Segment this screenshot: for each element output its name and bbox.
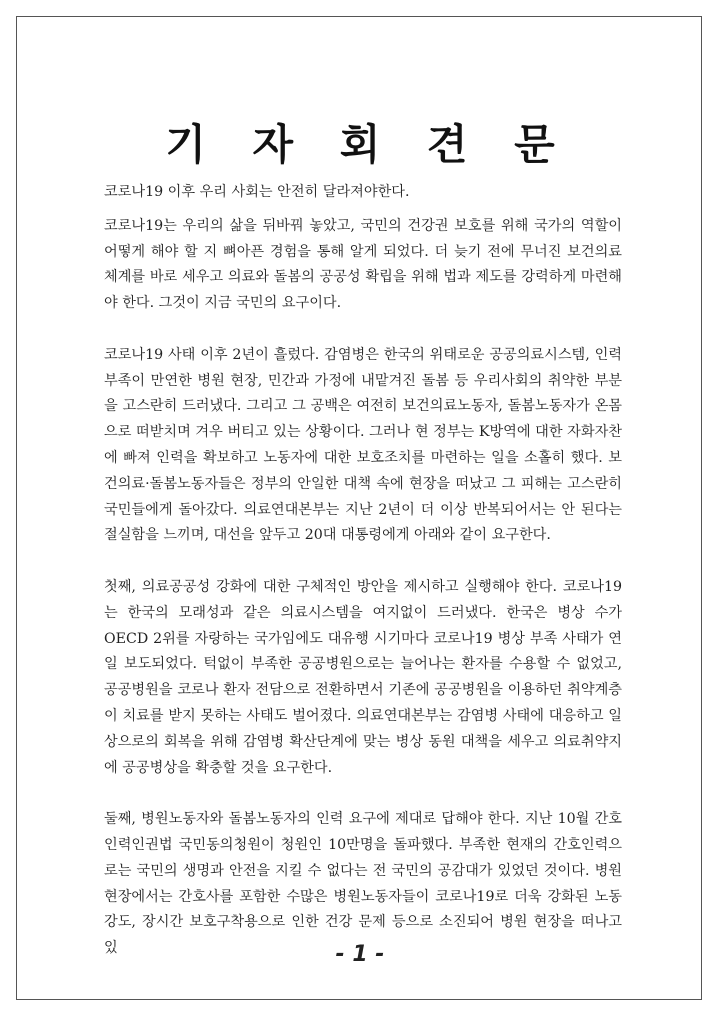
paragraph-2: 코로나19 사태 이후 2년이 흘렀다. 감염병은 한국의 위태로운 공공의료시스템, 인력부족이 만연한 병원 현장, 민간과 가정에 내맡겨진 돌봄 등 우리사회의 취약한 부분을 고스란히 드러냈다. 그리고 그 공백은 여전히 보건의료노동자, 돌봄노동자가 온몸으로 떠받치며 겨우 버티고 있는 상황이다. 그러나 현 정부는 K방역에 대한 자화자찬에 빠져 인력을 확보하고 노동자에 대한 보호조치를 마련하는 일을 소홀히 했다. 보건의료·돌봄노동자들은 정부의 안일한 대책 속에 현장을 떠났고 그 피해는 고스란히 국민들에게 돌아갔다. 의료연대본부는 지난 2년이 더 이상 반복되어서는 안 된다는 절실함을 느끼며, 대선을 앞두고 20대 대통령에게 아래와 같이 요구한다. bbox=[104, 346, 622, 544]
paragraph-3: 첫째, 의료공공성 강화에 대한 구체적인 방안을 제시하고 실행해야 한다. 코로나19는 한국의 모래성과 같은 의료시스템을 여지없이 드러냈다. 한국은 병상 수가 OECD 2위를 자랑하는 국가임에도 대유행 시기마다 코로나19 병상 부족 사태가 연일 보도되었다. 턱없이 부족한 공공병원으로는 늘어나는 환자를 수용할 수 없었고, 공공병원을 코로나 환자 전담으로 전환하면서 기존에 공공병원을 이용하던 취약계층이 치료를 받지 못하는 사태도 벌어졌다. 의료연대본부는 감염병 사태에 대응하고 일상으로의 회복을 위해 감염병 확산단계에 맞는 병상 동원 대책을 세우고 의료취약지에 공공병상을 확충할 것을 요구한다. bbox=[104, 578, 622, 776]
paragraph-4: 둘째, 병원노동자와 돌봄노동자의 인력 요구에 제대로 답해야 한다. 지난 10월 간호인력인권법 국민동의청원이 청원인 10만명을 돌파했다. 부족한 현재의 간호인력으로는 국민의 생명과 안전을 지킬 수 없다는 전 국민의 공감대가 있었던 것이다. 병원 현장에서는 간호사를 포함한 수많은 병원노동자들이 코로나19로 더욱 강화된 노동강도, 장시간 보호구착용으로 인한 건강 문제 등으로 소진되어 병원 현장을 떠나고 있 bbox=[104, 811, 622, 957]
intro-line: 코로나19 이후 우리 사회는 안전히 달라져야한다. bbox=[104, 184, 410, 200]
document-title: 기 자 회 견 문 bbox=[165, 120, 571, 169]
document-body bbox=[104, 180, 622, 962]
paragraph-1: 코로나19는 우리의 삶을 뒤바꿔 놓았고, 국민의 건강권 보호를 위해 국가의 역할이 어떻게 해야 할 지 뼈아픈 경험을 통해 알게 되었다. 더 늦기 전에 무너진 보건의료 체계를 바로 세우고 의료와 돌봄의 공공성 확립을 위해 법과 제도를 강력하게 마련해야 한다. 그것이 지금 국민의 요구이다. bbox=[104, 217, 622, 312]
page-number: - 1 - bbox=[335, 942, 385, 967]
